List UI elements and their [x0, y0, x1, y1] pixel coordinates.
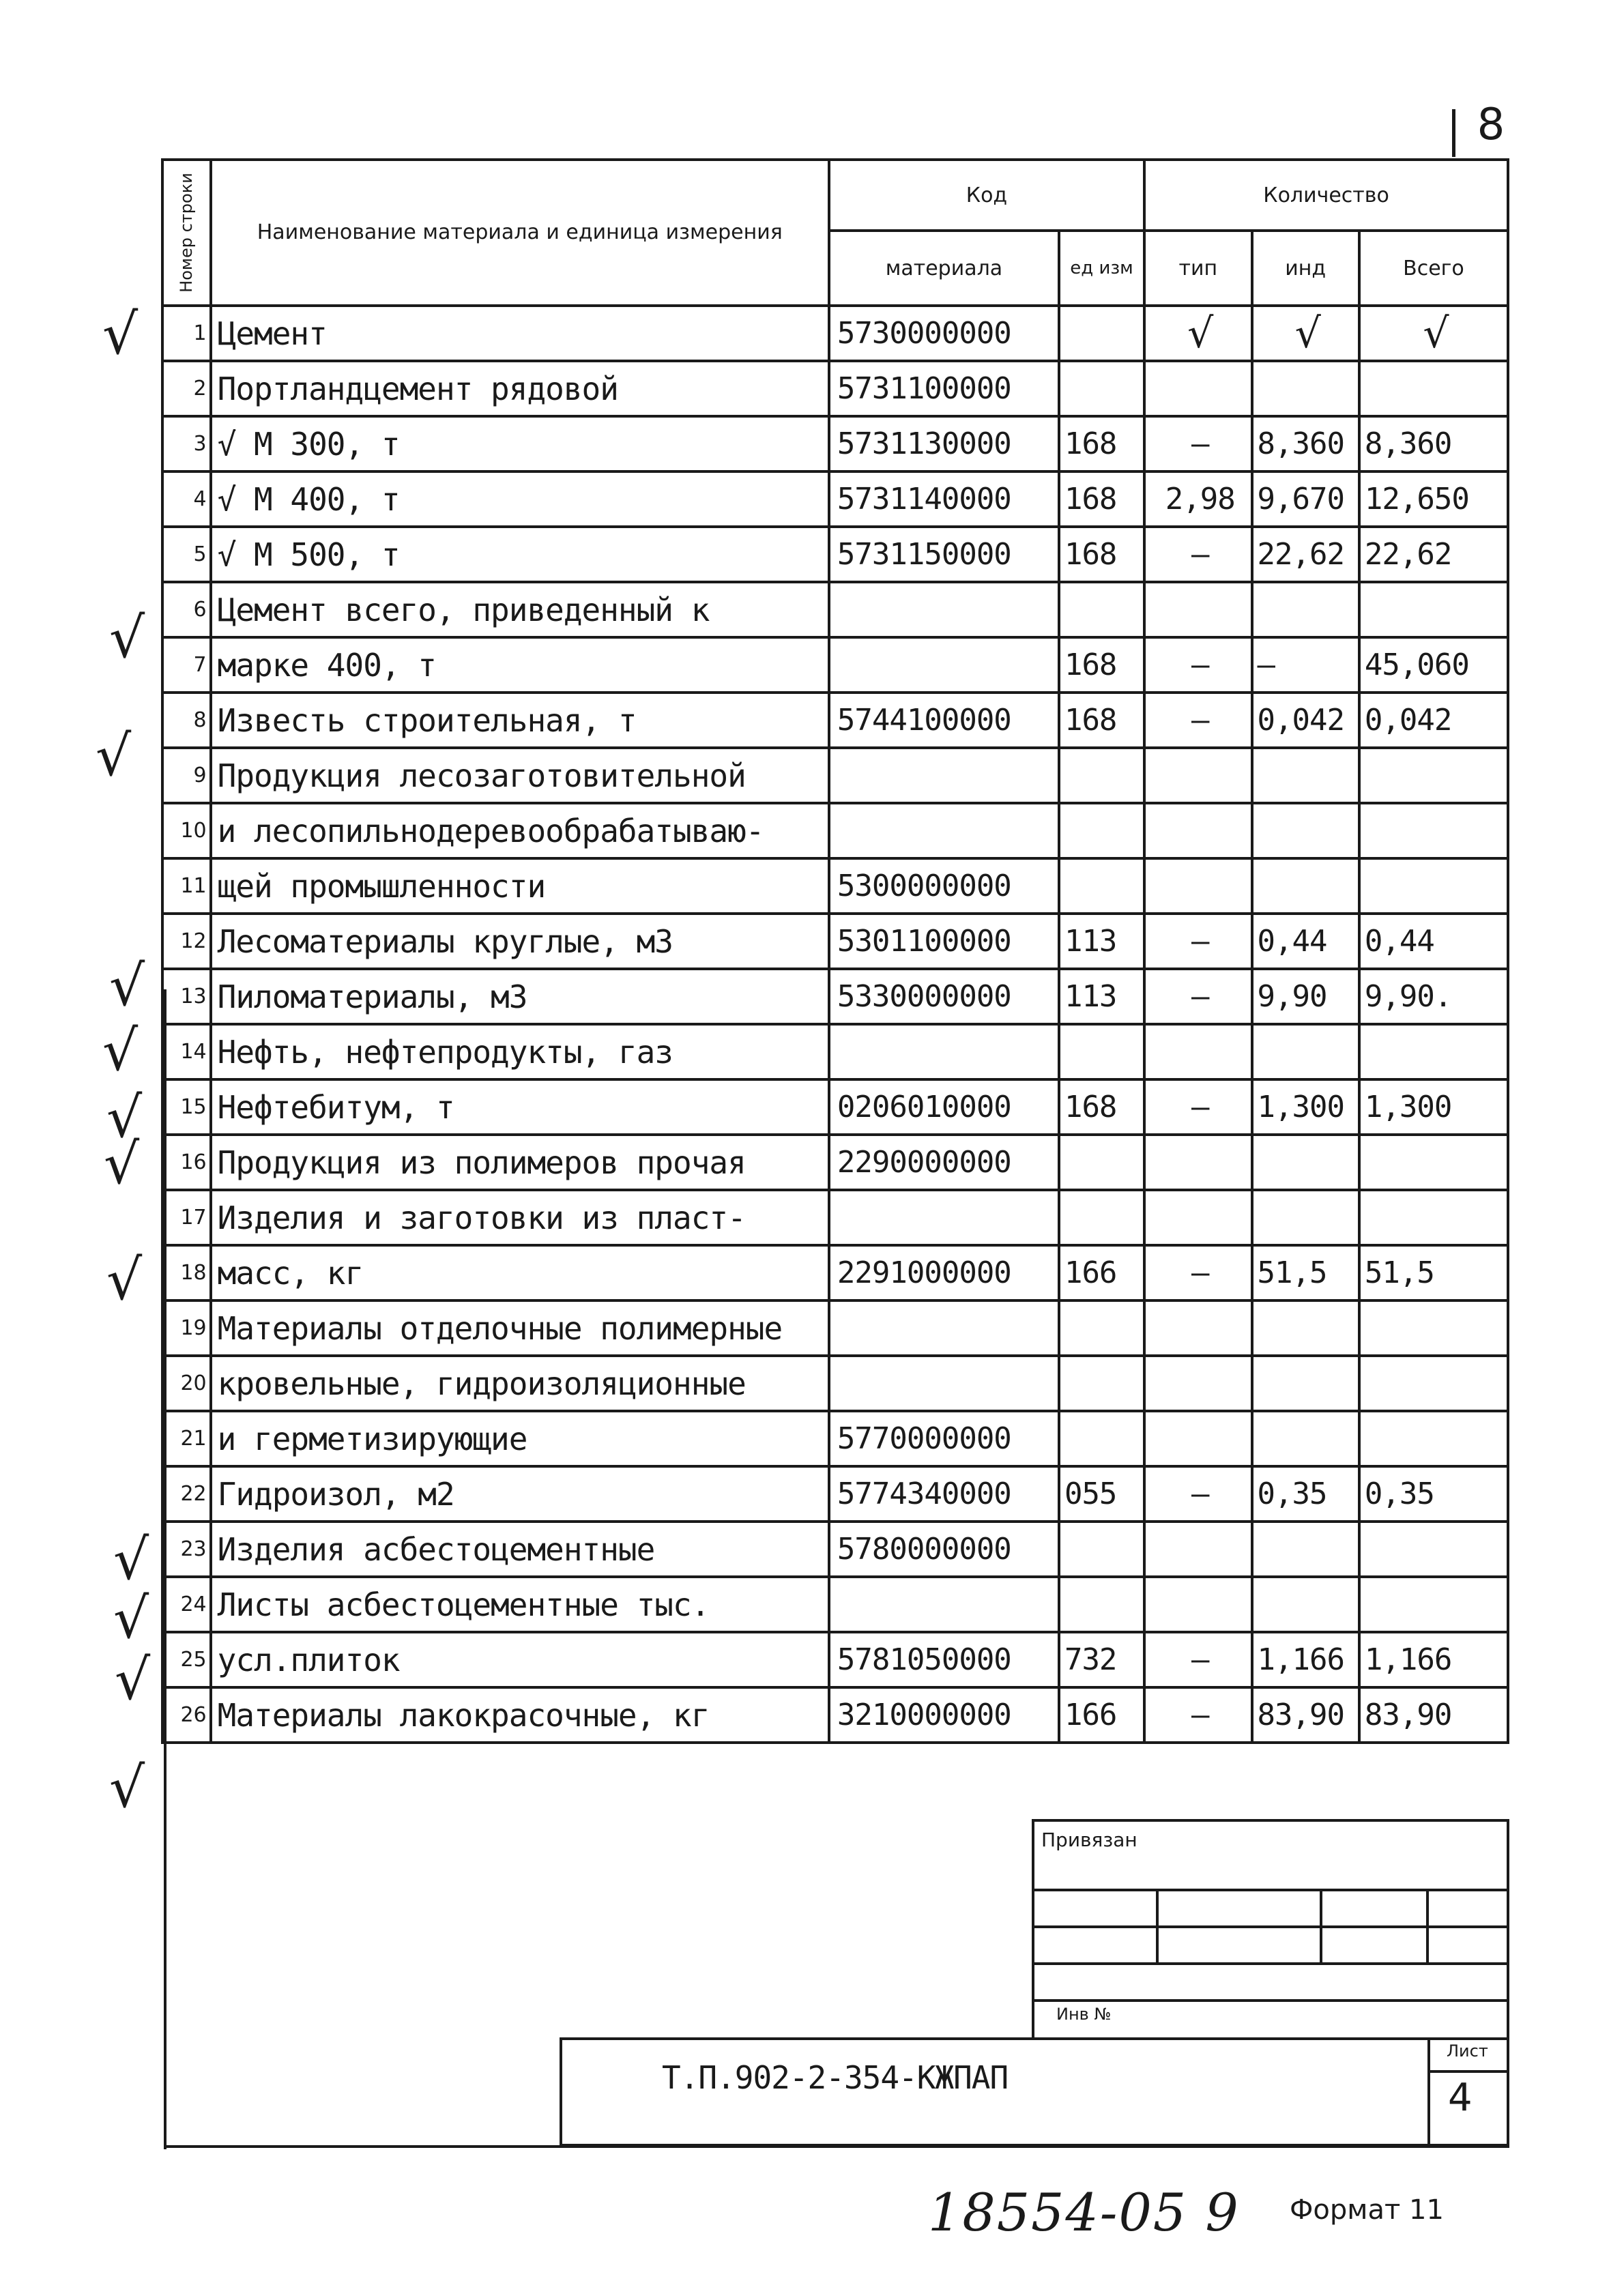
table-row	[162, 748, 1508, 803]
table-row	[162, 1411, 1508, 1466]
check-mark-icon: √	[113, 1528, 149, 1593]
material-name-cell: масс, кг	[211, 1245, 829, 1300]
row-number-cell: 4	[162, 471, 211, 527]
quantity-total-cell	[1359, 1356, 1508, 1411]
quantity-typ-cell: –	[1144, 637, 1251, 693]
material-code-cell	[829, 1300, 1059, 1356]
quantity-total-cell: 51,5	[1359, 1245, 1508, 1300]
material-code-cell	[829, 637, 1059, 693]
quantity-total-cell	[1359, 858, 1508, 914]
row-number-cell: 12	[162, 914, 211, 969]
material-code-cell	[829, 1190, 1059, 1245]
row-number-cell: 14	[162, 1024, 211, 1079]
bound-vline-1	[1156, 1889, 1159, 1965]
material-code-cell: 0206010000	[829, 1079, 1059, 1135]
quantity-ind-cell: 9,670	[1252, 471, 1359, 527]
quantity-typ-cell	[1144, 1190, 1251, 1245]
material-code-cell: 5730000000	[829, 306, 1059, 361]
quantity-total-cell	[1359, 1522, 1508, 1577]
unit-code-cell	[1059, 1522, 1144, 1577]
row-number-cell: 3	[162, 416, 211, 471]
check-mark-icon: √	[109, 1756, 145, 1820]
row-number-cell: 5	[162, 527, 211, 582]
row-number-cell: 22	[162, 1466, 211, 1522]
unit-code-cell: 166	[1059, 1687, 1144, 1743]
material-code-cell: 5731150000	[829, 527, 1059, 582]
quantity-total-cell	[1359, 1135, 1508, 1190]
quantity-total-cell: √	[1359, 306, 1508, 361]
quantity-ind-cell	[1252, 582, 1359, 637]
bound-line-4	[1032, 1999, 1509, 2002]
row-number-cell: 13	[162, 969, 211, 1024]
table-row	[162, 969, 1508, 1024]
table-row	[162, 1687, 1508, 1743]
material-name-cell: Гидроизол, м2	[211, 1466, 829, 1522]
material-code-cell	[829, 1577, 1059, 1632]
material-name-cell: Изделия асбестоцементные	[211, 1522, 829, 1577]
row-number-cell: 23	[162, 1522, 211, 1577]
bound-line-1	[1032, 1889, 1509, 1891]
material-name-cell: Портландцемент рядовой	[211, 361, 829, 416]
check-mark-icon: √	[102, 302, 139, 367]
quantity-ind-cell	[1252, 748, 1359, 803]
quantity-total-cell	[1359, 1190, 1508, 1245]
table-row	[162, 1135, 1508, 1190]
table-row	[162, 1577, 1508, 1632]
quantity-total-cell	[1359, 748, 1508, 803]
table-body	[162, 306, 1508, 1743]
header-code-group: Код	[829, 160, 1144, 231]
quantity-typ-cell	[1144, 1356, 1251, 1411]
material-name-cell: кровельные, гидроизоляционные	[211, 1356, 829, 1411]
stamp-vline	[1427, 2037, 1430, 2147]
quantity-typ-cell	[1144, 748, 1251, 803]
quantity-typ-cell: –	[1144, 416, 1251, 471]
quantity-total-cell: 1,166	[1359, 1632, 1508, 1687]
quantity-typ-cell: –	[1144, 1245, 1251, 1300]
material-code-cell: 5774340000	[829, 1466, 1059, 1522]
quantity-ind-cell: 1,166	[1252, 1632, 1359, 1687]
table-row	[162, 1024, 1508, 1079]
unit-code-cell	[1059, 306, 1144, 361]
quantity-typ-cell	[1144, 803, 1251, 858]
quantity-ind-cell: –	[1252, 637, 1359, 693]
format-label: Формат 11	[1290, 2194, 1444, 2226]
material-name-cell: √ М 500, т	[211, 527, 829, 582]
bound-vline-3	[1426, 1889, 1429, 1965]
row-number-cell: 17	[162, 1190, 211, 1245]
material-code-cell: 5731140000	[829, 471, 1059, 527]
row-number-cell: 19	[162, 1300, 211, 1356]
material-name-cell: Лесоматериалы круглые, м3	[211, 914, 829, 969]
quantity-ind-cell	[1252, 1190, 1359, 1245]
quantity-ind-cell	[1252, 1024, 1359, 1079]
unit-code-cell	[1059, 803, 1144, 858]
material-name-cell: Пиломатериалы, м3	[211, 969, 829, 1024]
handwritten-number: 18554-05 9	[928, 2182, 1240, 2243]
unit-code-cell	[1059, 1577, 1144, 1632]
unit-code-cell: 166	[1059, 1245, 1144, 1300]
unit-code-cell: 168	[1059, 693, 1144, 748]
row-number-cell: 20	[162, 1356, 211, 1411]
quantity-typ-cell	[1144, 361, 1251, 416]
quantity-total-cell	[1359, 1411, 1508, 1466]
row-number-cell: 8	[162, 693, 211, 748]
quantity-typ-cell: –	[1144, 527, 1251, 582]
quantity-typ-cell	[1144, 1577, 1251, 1632]
quantity-typ-cell	[1144, 858, 1251, 914]
header-unit-code: ед изм	[1059, 231, 1144, 306]
quantity-ind-cell: 1,300	[1252, 1079, 1359, 1135]
material-code-cell: 5330000000	[829, 969, 1059, 1024]
unit-code-cell	[1059, 361, 1144, 416]
quantity-total-cell: 8,360	[1359, 416, 1508, 471]
material-code-cell: 5781050000	[829, 1632, 1059, 1687]
unit-code-cell: 168	[1059, 637, 1144, 693]
check-mark-icon: √	[102, 1019, 139, 1084]
bound-line-3	[1032, 1962, 1509, 1965]
header-row-1	[162, 160, 1508, 231]
header-row-number: Номер строки	[162, 160, 211, 306]
check-mark-icon: √	[109, 606, 145, 671]
material-name-cell: марке 400, т	[211, 637, 829, 693]
material-code-cell: 5301100000	[829, 914, 1059, 969]
quantity-total-cell: 45,060	[1359, 637, 1508, 693]
unit-code-cell: 168	[1059, 471, 1144, 527]
table-row	[162, 1190, 1508, 1245]
material-name-cell: щей промышленности	[211, 858, 829, 914]
unit-code-cell: 113	[1059, 969, 1144, 1024]
quantity-total-cell	[1359, 803, 1508, 858]
row-number-cell: 24	[162, 1577, 211, 1632]
material-code-cell: 2291000000	[829, 1245, 1059, 1300]
quantity-ind-cell	[1252, 361, 1359, 416]
table-row	[162, 361, 1508, 416]
page-number-bar	[1452, 109, 1455, 157]
table-row	[162, 1300, 1508, 1356]
material-code-cell: 5770000000	[829, 1411, 1059, 1466]
table-row	[162, 858, 1508, 914]
table-row	[162, 306, 1508, 361]
material-code-cell: 5731100000	[829, 361, 1059, 416]
quantity-typ-cell	[1144, 582, 1251, 637]
unit-code-cell	[1059, 1300, 1144, 1356]
quantity-typ-cell	[1144, 1135, 1251, 1190]
unit-code-cell: 113	[1059, 914, 1144, 969]
quantity-ind-cell: 51,5	[1252, 1245, 1359, 1300]
row-number-cell: 26	[162, 1687, 211, 1743]
quantity-ind-cell: 8,360	[1252, 416, 1359, 471]
table-row	[162, 1245, 1508, 1300]
row-number-cell: 21	[162, 1411, 211, 1466]
quantity-total-cell	[1359, 1300, 1508, 1356]
quantity-typ-cell: –	[1144, 1632, 1251, 1687]
unit-code-cell	[1059, 858, 1144, 914]
document-code: Т.П.902-2-354-КЖПАП	[662, 2059, 1009, 2096]
table-row	[162, 582, 1508, 637]
quantity-typ-cell	[1144, 1522, 1251, 1577]
quantity-ind-cell	[1252, 1577, 1359, 1632]
row-number-cell: 11	[162, 858, 211, 914]
material-name-cell: Известь строительная, т	[211, 693, 829, 748]
header-total: Всего	[1359, 231, 1508, 306]
header-material-code: материала	[829, 231, 1059, 306]
quantity-total-cell: 1,300	[1359, 1079, 1508, 1135]
quantity-ind-cell	[1252, 803, 1359, 858]
material-name-cell: усл.плиток	[211, 1632, 829, 1687]
unit-code-cell: 732	[1059, 1632, 1144, 1687]
row-number-cell: 15	[162, 1079, 211, 1135]
table-row	[162, 1079, 1508, 1135]
row-number-cell: 2	[162, 361, 211, 416]
material-name-cell: Нефть, нефтепродукты, газ	[211, 1024, 829, 1079]
material-code-cell: 5744100000	[829, 693, 1059, 748]
quantity-typ-cell: 2,98	[1144, 471, 1251, 527]
table-row	[162, 527, 1508, 582]
check-mark-icon: √	[115, 1648, 151, 1713]
material-name-cell: Цемент	[211, 306, 829, 361]
row-number-cell: 16	[162, 1135, 211, 1190]
row-number-cell: 9	[162, 748, 211, 803]
quantity-ind-cell: 0,44	[1252, 914, 1359, 969]
quantity-total-cell	[1359, 361, 1508, 416]
row-number-cell: 1	[162, 306, 211, 361]
quantity-total-cell	[1359, 582, 1508, 637]
quantity-ind-cell: 0,042	[1252, 693, 1359, 748]
page-number: 8	[1477, 100, 1505, 150]
material-name-cell: √ М 400, т	[211, 471, 829, 527]
row-number-cell: 18	[162, 1245, 211, 1300]
unit-code-cell: 168	[1059, 416, 1144, 471]
header-quantity-group: Количество	[1144, 160, 1508, 231]
material-code-cell: 5731130000	[829, 416, 1059, 471]
table-row	[162, 693, 1508, 748]
material-code-cell	[829, 1356, 1059, 1411]
quantity-ind-cell: 83,90	[1252, 1687, 1359, 1743]
table-row	[162, 637, 1508, 693]
quantity-typ-cell: –	[1144, 1687, 1251, 1743]
quantity-typ-cell: √	[1144, 306, 1251, 361]
unit-code-cell	[1059, 1356, 1144, 1411]
table-row	[162, 1632, 1508, 1687]
material-name-cell: Продукция лесозаготовительной	[211, 748, 829, 803]
row-number-cell: 25	[162, 1632, 211, 1687]
quantity-typ-cell	[1144, 1300, 1251, 1356]
quantity-ind-cell	[1252, 1522, 1359, 1577]
row-number-cell: 10	[162, 803, 211, 858]
quantity-total-cell	[1359, 1577, 1508, 1632]
quantity-total-cell: 0,44	[1359, 914, 1508, 969]
material-name-cell: Изделия и заготовки из пласт-	[211, 1190, 829, 1245]
material-name-cell: Листы асбестоцементные тыс.	[211, 1577, 829, 1632]
bound-vline-2	[1320, 1889, 1322, 1965]
header-material-name: Наименование материала и единица измерения	[211, 160, 829, 306]
unit-code-cell: 168	[1059, 1079, 1144, 1135]
table-row	[162, 803, 1508, 858]
unit-code-cell	[1059, 1411, 1144, 1466]
quantity-typ-cell: –	[1144, 969, 1251, 1024]
sheet-label: Лист	[1447, 2041, 1488, 2061]
check-mark-icon: √	[109, 954, 145, 1019]
quantity-typ-cell	[1144, 1024, 1251, 1079]
quantity-ind-cell: 22,62	[1252, 527, 1359, 582]
check-mark-icon: √	[113, 1586, 149, 1651]
material-code-cell	[829, 748, 1059, 803]
material-name-cell: Цемент всего, приведенный к	[211, 582, 829, 637]
material-name-cell: Материалы лакокрасочные, кг	[211, 1687, 829, 1743]
quantity-typ-cell: –	[1144, 693, 1251, 748]
quantity-ind-cell: 0,35	[1252, 1466, 1359, 1522]
check-mark-icon: √	[96, 724, 132, 789]
table-row	[162, 914, 1508, 969]
quantity-total-cell: 0,35	[1359, 1466, 1508, 1522]
material-code-cell: 5780000000	[829, 1522, 1059, 1577]
quantity-ind-cell	[1252, 1300, 1359, 1356]
unit-code-cell	[1059, 748, 1144, 803]
quantity-total-cell: 22,62	[1359, 527, 1508, 582]
sheet-number: 4	[1448, 2076, 1473, 2120]
material-code-cell: 5300000000	[829, 858, 1059, 914]
table-row	[162, 416, 1508, 471]
quantity-ind-cell	[1252, 858, 1359, 914]
unit-code-cell	[1059, 1135, 1144, 1190]
table-row	[162, 1466, 1508, 1522]
material-name-cell: Нефтебитум, т	[211, 1079, 829, 1135]
quantity-total-cell: 83,90	[1359, 1687, 1508, 1743]
quantity-total-cell	[1359, 1024, 1508, 1079]
material-code-cell: 3210000000	[829, 1687, 1059, 1743]
check-mark-icon: √	[106, 1248, 143, 1313]
header-typ: тип	[1144, 231, 1251, 306]
material-code-cell	[829, 582, 1059, 637]
material-code-cell	[829, 803, 1059, 858]
quantity-typ-cell: –	[1144, 914, 1251, 969]
row-number-cell: 6	[162, 582, 211, 637]
quantity-ind-cell	[1252, 1135, 1359, 1190]
quantity-typ-cell	[1144, 1411, 1251, 1466]
check-mark-icon: √	[106, 1086, 143, 1150]
quantity-typ-cell: –	[1144, 1466, 1251, 1522]
bound-line-2	[1032, 1925, 1509, 1928]
inv-label: Инв №	[1056, 2005, 1112, 2024]
quantity-ind-cell: 9,90	[1252, 969, 1359, 1024]
material-code-cell: 2290000000	[829, 1135, 1059, 1190]
quantity-total-cell: 9,90.	[1359, 969, 1508, 1024]
unit-code-cell: 055	[1059, 1466, 1144, 1522]
material-name-cell: Материалы отделочные полимерные	[211, 1300, 829, 1356]
unit-code-cell: 168	[1059, 527, 1144, 582]
quantity-ind-cell	[1252, 1356, 1359, 1411]
header-ind: инд	[1252, 231, 1359, 306]
unit-code-cell	[1059, 1190, 1144, 1245]
materials-table	[161, 158, 1509, 1744]
row-number-cell: 7	[162, 637, 211, 693]
quantity-total-cell: 0,042	[1359, 693, 1508, 748]
material-name-cell: и лесопильнодеревообрабатываю-	[211, 803, 829, 858]
material-name-cell: √ М 300, т	[211, 416, 829, 471]
stamp-hline	[1427, 2070, 1509, 2073]
material-name-cell: и герметизирующие	[211, 1411, 829, 1466]
table-row	[162, 471, 1508, 527]
table-row	[162, 1522, 1508, 1577]
frame-left-line	[164, 989, 166, 2149]
table-row	[162, 1356, 1508, 1411]
check-mark-icon: √	[104, 1132, 140, 1197]
bound-label: Привязан	[1041, 1829, 1137, 1851]
quantity-total-cell: 12,650	[1359, 471, 1508, 527]
material-name-cell: Продукция из полимеров прочая	[211, 1135, 829, 1190]
unit-code-cell	[1059, 1024, 1144, 1079]
material-code-cell	[829, 1024, 1059, 1079]
quantity-ind-cell	[1252, 1411, 1359, 1466]
quantity-ind-cell: √	[1252, 306, 1359, 361]
quantity-typ-cell: –	[1144, 1079, 1251, 1135]
unit-code-cell	[1059, 582, 1144, 637]
